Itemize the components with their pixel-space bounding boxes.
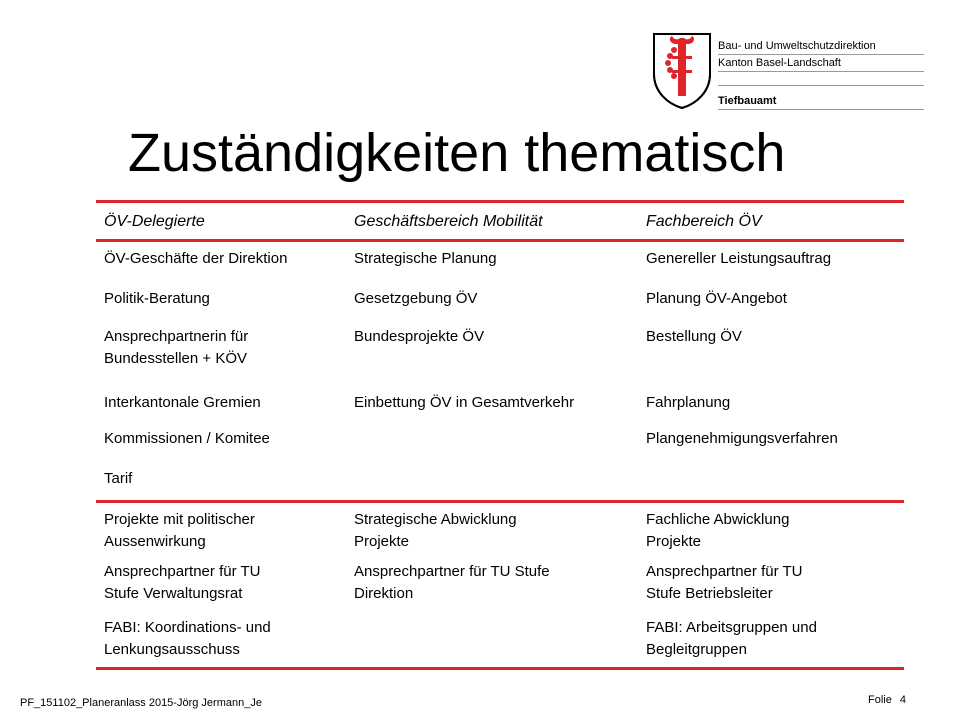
- org-divider: [718, 72, 924, 86]
- table-row: [96, 460, 904, 500]
- table-row: [96, 388, 904, 424]
- header-branding: [650, 30, 930, 110]
- table-cell: Strategische Planung: [354, 250, 497, 267]
- table-cell: FABI: Arbeitsgruppen und Begleitgruppen: [646, 619, 817, 658]
- org-canton: Kanton Basel-Landschaft: [718, 55, 924, 72]
- page-number: 4: [899, 694, 906, 706]
- table-cell: Ansprechpartner für TU Stufe Betriebsleiter: [646, 563, 803, 602]
- table-row: [96, 503, 904, 557]
- table-row: [96, 282, 904, 324]
- table-cell: Interkantonale Gremien: [104, 394, 261, 411]
- column-header: ÖV-Delegierte: [104, 213, 205, 230]
- responsibility-table: [96, 200, 904, 670]
- table-header-row: [96, 203, 904, 239]
- table-cell: Genereller Leistungsauftrag: [646, 250, 832, 267]
- table-cell: FABI: Koordinations- und Lenkungsausschuss: [104, 619, 271, 658]
- table-cell: Fahrplanung: [646, 394, 731, 411]
- table-cell: Ansprechpartner für TU Stufe Verwaltungsrat: [104, 563, 261, 602]
- org-office: Tiefbauamt: [718, 90, 924, 110]
- table-row: [96, 424, 904, 460]
- footer-text: PF_151102_Planeranlass 2015-Jörg Jermann_Je: [20, 697, 262, 709]
- table-cell: Strategische Abwicklung Projekte: [354, 511, 517, 550]
- column-header: Geschäftsbereich Mobilität: [354, 213, 543, 230]
- table-cell: Bestellung ÖV: [646, 328, 742, 345]
- table-cell: Planung ÖV-Angebot: [646, 290, 787, 307]
- folie-label: Folie: [868, 694, 892, 706]
- table-cell: Plangenehmigungsverfahren: [646, 430, 838, 447]
- table-rule-bottom: [96, 667, 904, 670]
- table-cell: Ansprechpartner für TU Stufe Direktion: [354, 563, 550, 602]
- table-row: [96, 557, 904, 611]
- page-indicator: [868, 694, 906, 706]
- table-cell: Politik-Beratung: [104, 290, 210, 307]
- table-row: [96, 242, 904, 282]
- slide-title: Zuständigkeiten thematisch: [128, 123, 786, 183]
- table-cell: Projekte mit politischer Aussenwirkung: [104, 511, 255, 550]
- table-group-2: [96, 503, 904, 667]
- org-directorate: Bau- und Umweltschutzdirektion: [718, 38, 924, 55]
- table-cell: Ansprechpartnerin für Bundesstellen + KÖV: [104, 328, 249, 367]
- table-cell: Fachliche Abwicklung Projekte: [646, 511, 790, 550]
- table-cell: Einbettung ÖV in Gesamtverkehr: [354, 394, 575, 411]
- column-header: Fachbereich ÖV: [646, 213, 762, 230]
- table-cell: ÖV-Geschäfte der Direktion: [104, 250, 288, 267]
- org-lines: [718, 38, 924, 110]
- basel-landschaft-crest-icon: [650, 30, 714, 110]
- table-group-1: [96, 242, 904, 500]
- table-cell: Kommissionen / Komitee: [104, 430, 270, 447]
- table-cell: Bundesprojekte ÖV: [354, 328, 485, 345]
- table-cell: Gesetzgebung ÖV: [354, 290, 478, 307]
- table-cell: Tarif: [104, 470, 133, 487]
- table-row: [96, 324, 904, 388]
- table-row: [96, 611, 904, 667]
